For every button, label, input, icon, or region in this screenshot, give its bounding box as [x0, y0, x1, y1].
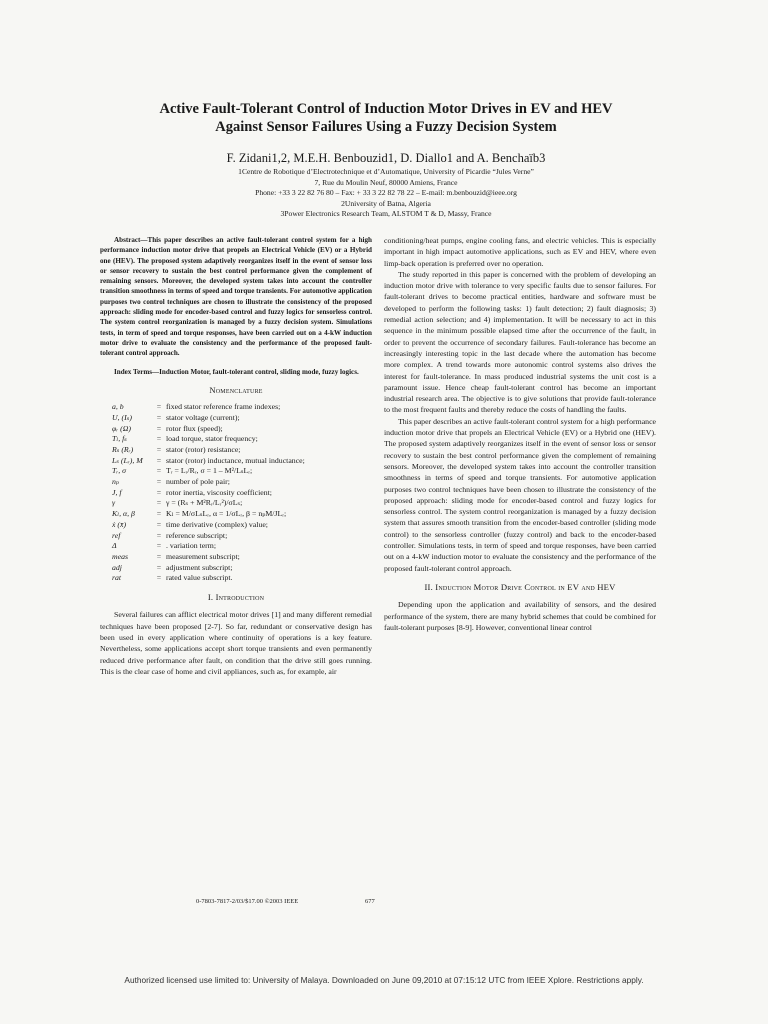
nomenclature-symbol: rat: [112, 573, 122, 583]
nomenclature-row: [100, 424, 372, 435]
nomenclature-equals: =: [156, 487, 162, 497]
nomenclature-desc: stator voltage (current);: [166, 412, 240, 422]
affiliation-1-address: 7, Rue du Moulin Neuf, 80000 Amiens, France: [314, 177, 458, 187]
nomenclature-desc: . variation term;: [166, 541, 217, 551]
nomenclature-desc: rotor flux (speed);: [166, 423, 223, 433]
nomenclature-symbol: a, b: [112, 402, 124, 412]
nomenclature-row: [100, 573, 372, 584]
nomenclature-equals: =: [156, 477, 162, 487]
nomenclature-desc: measurement subscript;: [166, 552, 240, 561]
nomenclature-row: [100, 552, 372, 563]
right-paragraph-2: The study reported in this paper is concerned with the problem of developing an induction motor drive with tolerance to very specific faults due to sensor failures. For fault-tolerant drives to become practical entities, hardware and software must be developed to perform the following tasks: 1) fault detection; 2) fault diagnosis; 3) remedial action selection; and 4) implementation. It will be necessary to act in this sequence in the minimum possible elapsed time after the occurrence of the fault, in order to prevent the occurrence of secondary failures. Fault-tolerance has become an increasingly interesting topic in the last decade where the automation has become more complex. A trend towards more autonomic control systems also drives the interest for fault-tolerance. In mass produced industrial systems the unit cost is a paramount issue. Hence cheap fault-tolerant control has become an important industrial research area. The objective is to give solutions that provide fault-tolerance to the most frequent faults and thereby reduce the costs of handling the faults.: [384, 269, 656, 415]
left-column: [100, 235, 372, 677]
nomenclature-equals: =: [156, 444, 162, 454]
nomenclature-equals: =: [156, 519, 162, 529]
nomenclature-equals: =: [156, 552, 162, 561]
nomenclature-row: [100, 520, 372, 531]
author-names: F. Zidani1,2, M.E.H. Benbouzid1, D. Diallo1 and A. Benchaïb3: [226, 151, 546, 165]
nomenclature-row: [100, 456, 372, 467]
nomenclature-symbol: Tᵣ, σ: [112, 466, 126, 476]
nomenclature-symbol: φᵣ (Ω): [112, 423, 132, 433]
section-1-paragraph-1: Several failures can afflict electrical motor drives [1] and many different remedial techniques have been proposed [2-7]. So far, redundant or conservative design has been used in every application where continuity of operations is a key feature. Nevertheless, some applications accept short torque transients and even permanently reduced drive performance after fault, on condition that the drive still goes running. This is the clear case of home and civil appliances, such as, for example, air: [100, 610, 372, 676]
copyright-footer: 0-7803-7817-2/03/$17.00 ©2003 IEEE: [196, 898, 299, 905]
nomenclature-equals: =: [156, 530, 162, 540]
nomenclature-desc: fixed stator reference frame indexes;: [166, 402, 281, 412]
nomenclature-row: [100, 488, 372, 499]
nomenclature-row: [100, 477, 372, 488]
section-1-heading: I. Introduction: [207, 592, 265, 603]
nomenclature-equals: =: [156, 466, 162, 476]
title-line-1: Active Fault-Tolerant Control of Induction Motor Drives in EV and HEV: [159, 101, 613, 117]
nomenclature-row: [100, 466, 372, 477]
section-2-paragraph-1: Depending upon the application and availability of sensors, and the desired performance of the system, there are many hybrid schemes that could be combined for fault-tolerant purposes [8-9]. However, conventional linear control: [384, 600, 656, 632]
nomenclature-symbol: meas: [112, 552, 129, 561]
nomenclature-row: [100, 434, 372, 445]
nomenclature-row: [100, 509, 372, 520]
nomenclature-symbol: ref: [112, 530, 121, 540]
nomenclature-desc: rotor inertia, viscosity coefficient;: [166, 487, 272, 497]
license-notice: Authorized licensed use limited to: University of Malaya. Downloaded on June 09,2010 at 07:15:12 UTC from IEEE Xplore. Restrictions apply.: [124, 975, 644, 985]
nomenclature-desc: Tᵣ = Lᵣ/Rᵣ, σ = 1 – M²/LₛLᵣ;: [166, 466, 253, 476]
nomenclature-desc: γ = (Rₛ + M²Rᵣ/Lᵣ²)/σLₛ;: [166, 498, 243, 508]
nomenclature-equals: =: [156, 509, 162, 519]
nomenclature-symbol: nₚ: [112, 477, 120, 487]
nomenclature-equals: =: [156, 434, 162, 444]
title-line-2: Against Sensor Failures Using a Fuzzy Decision System: [215, 119, 557, 135]
nomenclature-symbol: γ: [112, 498, 116, 508]
affiliation-1: 1Centre de Robotique d’Electrotechnique et d’Automatique, University of Picardie “Jules Verne”: [238, 167, 534, 176]
nomenclature-equals: =: [156, 423, 162, 433]
nomenclature-symbol: Δ: [112, 541, 117, 551]
page-number: 677: [365, 898, 375, 905]
right-paragraph-3: This paper describes an active fault-tolerant control system for a high performance induction motor drive that propels an Electrical Vehicle (EV) or a Hybrid one (HEV). The proposed system adaptively reorganizes itself in the event of sensor loss or sensor recovery to sustain the best control performance given the complement of remaining sensors. Moreover, the developed system takes into account the controller transition smoothness in terms of speed and torque transients. For automotive application purposes two control techniques have been chosen to illustrate the consistency of the proposed approach: sliding mode for encoder-based control and fuzzy logics for sensorless control. The system control reorganization is managed by a fuzzy decision system that assures smooth transition from the encoder-based controller (sliding mode control) to the sensorless controller (fuzzy control) and back to the encoder-based controller. Simulations tests, in term of speed and torque responses, have been carried out on a 4-kW induction motor to evaluate the consistency and the performance of the proposed fault-tolerant control approach.: [384, 416, 656, 573]
nomenclature-row: [100, 498, 372, 509]
nomenclature-symbol: Lₛ (Lᵣ), M: [112, 455, 143, 465]
affiliation-3: 3Power Electronics Research Team, ALSTOM T & D, Massy, France: [280, 209, 492, 218]
nomenclature-heading: Nomenclature: [209, 384, 263, 395]
nomenclature-row: [100, 541, 372, 552]
nomenclature-equals: =: [156, 562, 162, 572]
nomenclature-row: [100, 413, 372, 424]
nomenclature-symbol: U, (Iₛ): [112, 412, 132, 422]
nomenclature-symbol: J, f: [112, 487, 122, 497]
nomenclature-desc: time derivative (complex) value;: [166, 519, 268, 529]
nomenclature-desc: stator (rotor) inductance, mutual inductance;: [166, 455, 305, 465]
abstract: Abstract—This paper describes an active fault-tolerant control system for a high performance induction motor drive that propels an Electrical Vehicle (EV) or a Hybrid one (HEV). The proposed system adaptively reorganizes itself in the event of sensor loss or sensor recovery to sustain the best control performance given the complement of remaining sensors. Moreover, the developed system takes into account the controller transition smoothness in terms of speed and torque transients. For automotive application purposes two control techniques are chosen to illustrate the consistency of the proposed approach: sliding mode for encoder-based control and fuzzy logics for sensorless control. The system control reorganization is managed by a fuzzy decision system. Simulations tests, in term of speed and torque responses, have been carried out on a 4-kW induction motor drive to evaluate the consistency and the performance of the proposed fault-tolerant control approach.: [100, 236, 372, 358]
nomenclature-equals: =: [156, 573, 162, 583]
affiliation-1-contact: Phone: +33 3 22 82 76 80 – Fax: + 33 3 22 82 78 22 – E-mail: m.benbouzid@ieee.org: [255, 188, 517, 197]
nomenclature-symbol: Tₗ, fₛ: [112, 434, 127, 444]
right-column: [384, 235, 656, 633]
nomenclature-equals: =: [156, 402, 162, 412]
nomenclature-equals: =: [156, 412, 162, 422]
nomenclature-desc: rated value subscript.: [166, 573, 233, 583]
nomenclature-desc: number of pole pair;: [166, 477, 230, 487]
nomenclature-symbol: ẋ (x̄): [112, 519, 127, 529]
nomenclature-row: [100, 563, 372, 574]
author-block: [80, 150, 692, 220]
nomenclature-equals: =: [156, 498, 162, 508]
nomenclature-row: [100, 531, 372, 542]
affiliation-2: 2University of Batna, Algeria: [341, 198, 431, 208]
index-terms: Index Terms—Induction Motor, fault-tolerant control, sliding mode, fuzzy logics.: [114, 367, 359, 376]
nomenclature-row: [100, 445, 372, 456]
nomenclature-symbol: adj: [112, 562, 122, 572]
nomenclature-row: [100, 402, 372, 413]
section-2-heading: II. Induction Motor Drive Control in EV and HEV: [424, 581, 616, 592]
nomenclature-equals: =: [156, 455, 162, 465]
paper-title: [80, 100, 692, 136]
nomenclature-symbol: Rₛ (Rᵣ): [112, 444, 134, 454]
nomenclature-equals: =: [156, 541, 162, 551]
right-paragraph-1: conditioning/heat pumps, engine cooling fans, and electric vehicles. This is especially important in high impact automotive applications, such as EV and HEV, where even limp-back operation is preferred over no operation.: [384, 236, 656, 268]
nomenclature-symbol: Kₗ, α, β: [112, 509, 135, 519]
nomenclature-table: [100, 402, 372, 584]
nomenclature-desc: adjustment subscript;: [166, 562, 233, 572]
nomenclature-desc: reference subscript;: [166, 530, 228, 540]
nomenclature-desc: Kₗ = M/σLₛLᵣ, α = 1/σLᵣ, β = nₚM/JLᵣ;: [166, 509, 287, 519]
nomenclature-desc: load torque, stator frequency;: [166, 434, 258, 444]
nomenclature-desc: stator (rotor) resistance;: [166, 444, 241, 454]
